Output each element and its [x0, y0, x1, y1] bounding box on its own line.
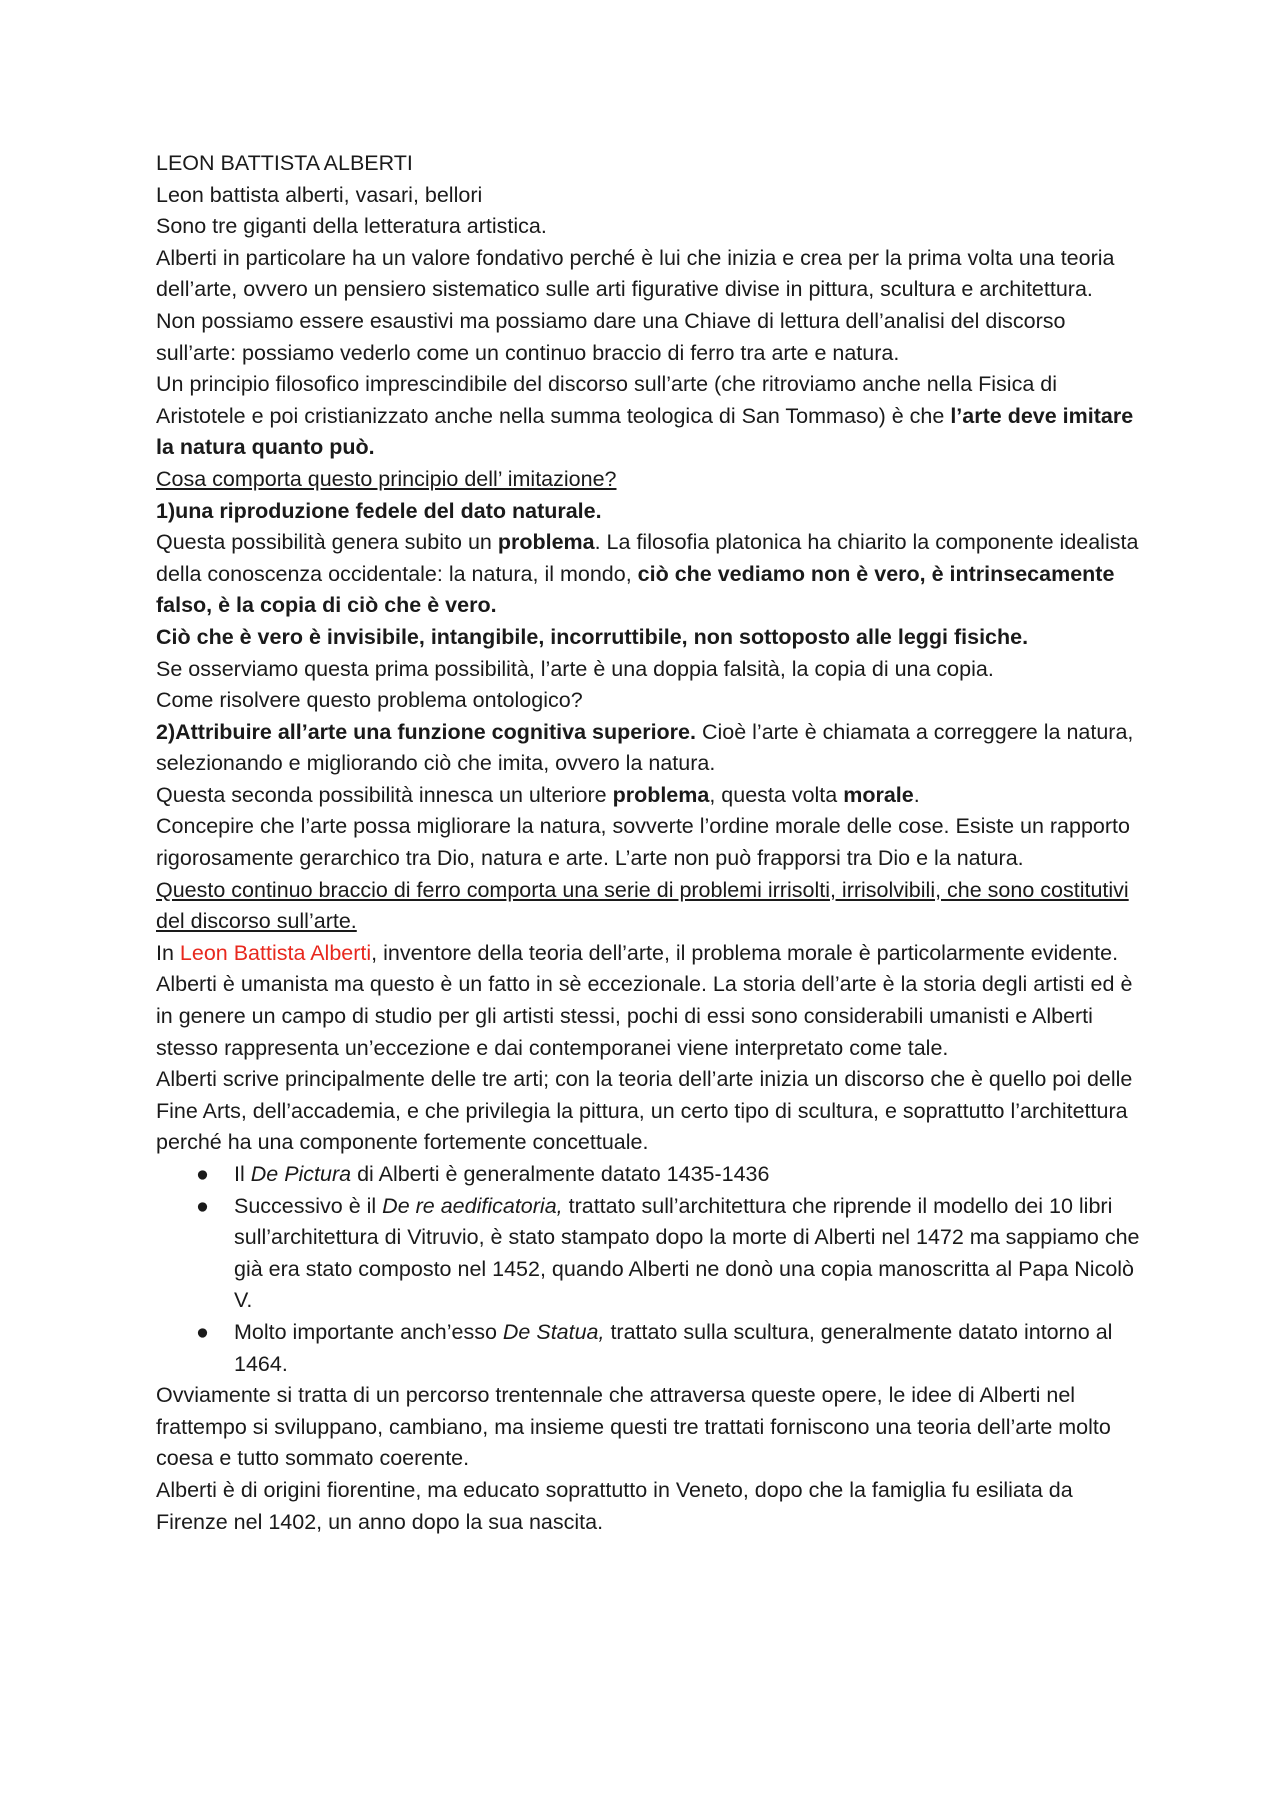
text-run: , questa volta — [709, 782, 844, 807]
paragraph — [156, 717, 1146, 780]
bullet-icon: ● — [196, 1162, 209, 1186]
paragraph: Alberti è di origini fiorentine, ma educato soprattutto in Veneto, dopo che la famiglia fu esiliata da Firenze nel 1402, un anno dopo la sua nascita. — [156, 1477, 1073, 1534]
bullet-icon: ● — [196, 1319, 209, 1344]
paragraph: Se osserviamo questa prima possibilità, l’arte è una doppia falsità, la copia di una copia. — [156, 656, 994, 681]
paragraph: Leon battista alberti, vasari, bellori — [156, 182, 483, 207]
bullet-icon: ● — [196, 1193, 209, 1218]
italic-title: De re aedificatoria, — [382, 1193, 563, 1218]
underlined-paragraph: Questo continuo braccio di ferro comporta una serie di problemi irrisolti, irrisolvibili, che sono costitutivi del discorso sull’arte. — [156, 877, 1129, 934]
point-heading: 1)una riproduzione fedele del dato naturale. — [156, 498, 602, 523]
bold-text: l’arte deve imitare la natura quanto può. — [156, 403, 1134, 460]
paragraph: Alberti è umanista ma questo è un fatto in sè eccezionale. La storia dell’arte è la storia degli artisti ed è in genere un campo di studio per gli artisti stessi, pochi di essi sono considerabili umanisti e Alberti stesso rappresenta un’eccezione e dai contemporanei viene interpretato come tale. — [156, 972, 1133, 1060]
bullet-list — [156, 1159, 1146, 1380]
text-run: trattato sull’architettura che riprende il modello dei 10 libri sull’architettura di Vitruvio, è stato stampato dopo la morte di Alberti nel 1472 ma sappiamo che già era stato composto nel 1452, quando Alberti ne donò una copia manoscritta al Papa Nicolò V. — [234, 1193, 1140, 1313]
bold-text: ciò che vediamo non è vero, è intrinsecamente falso, è la copia di ciò che è vero. — [156, 561, 1115, 618]
text-run: Molto importante anch’esso — [234, 1319, 503, 1344]
paragraph — [156, 938, 1146, 970]
text-run: In — [156, 940, 180, 965]
bold-paragraph: Ciò che è vero è invisibile, intangibile, incorruttibile, non sottoposto alle leggi fisiche. — [156, 624, 1029, 649]
paragraph: Concepire che l’arte possa migliorare la natura, sovverte l’ordine morale delle cose. Esiste un rapporto rigorosamente gerarchico tra Dio, natura e arte. L’arte non può frapporsi tra Dio e la natura. — [156, 814, 1130, 871]
text-run: Il — [234, 1162, 251, 1186]
paragraph: Alberti scrive principalmente delle tre arti; con la teoria dell’arte inizia un discorso che è quello poi delle Fine Arts, dell’accademia, e che privilegia la pittura, un certo tipo di scultura, e soprattutto l’architettura perché ha una componente fortemente concettuale. — [156, 1067, 1133, 1155]
bold-text: morale — [843, 782, 914, 807]
paragraph: Non possiamo essere esaustivi ma possiamo dare una Chiave di lettura dell’analisi del discorso sull’arte: possiamo vederlo come un continuo braccio di ferro tra arte e natura. — [156, 308, 1066, 365]
text-run: Successivo è il — [234, 1193, 383, 1218]
paragraph — [156, 527, 1146, 622]
text-run: , inventore della teoria dell’arte, il problema morale è particolarmente evidente. — [371, 940, 1119, 965]
paragraph — [156, 780, 1146, 812]
paragraph: Sono tre giganti della letteratura artistica. — [156, 214, 547, 239]
bold-text: problema — [612, 782, 710, 807]
bold-text: 2)Attribuire all’arte una funzione cognitiva superiore. — [156, 719, 696, 744]
text-run: Questa possibilità genera subito un — [156, 530, 498, 555]
text-run: Cioè l’arte è chiamata a correggere la natura, selezionando e migliorando ciò che imita, ovvero la natura. — [156, 719, 1134, 776]
text-run: . La filosofia platonica ha chiarito la componente idealista della conoscenza occidentale: la natura, il mondo, — [156, 530, 1139, 586]
text-run: Questa seconda possibilità innesca un ulteriore — [156, 782, 613, 807]
list-item — [196, 1159, 1146, 1191]
italic-title: De Pictura — [250, 1162, 352, 1186]
highlighted-name: Leon Battista Alberti — [179, 940, 372, 965]
text-run: . — [913, 782, 920, 807]
paragraph: Ovviamente si tratta di un percorso trentennale che attraversa queste opere, le idee di Alberti nel frattempo si sviluppano, cambiano, ma insieme questi tre trattati forniscono una teoria dell’arte molto coesa e tutto sommato coerente. — [156, 1383, 1111, 1471]
underlined-question: Cosa comporta questo principio dell’ imitazione? — [156, 466, 617, 491]
paragraph: Come risolvere questo problema ontologico? — [156, 688, 583, 713]
document-title: LEON BATTISTA ALBERTI — [156, 151, 413, 175]
paragraph: Alberti in particolare ha un valore fondativo perché è lui che inizia e crea per la prima volta una teoria dell’arte, ovvero un pensiero sistematico sulle arti figurative divise in pittura, scultura e architettura. — [156, 245, 1115, 302]
list-item — [196, 1317, 1146, 1380]
italic-title: De Statua, — [502, 1319, 605, 1344]
text-run: di Alberti è generalmente datato 1435-1436 — [351, 1162, 770, 1186]
text-run: trattato sulla scultura, generalmente datato intorno al 1464. — [234, 1319, 1113, 1376]
paragraph — [156, 369, 1146, 464]
bold-text: problema — [497, 530, 595, 555]
document-body — [156, 148, 1146, 1538]
text-run: Un principio filosofico imprescindibile del discorso sull’arte (che ritroviamo anche nella Fisica di Aristotele e poi cristianizzato anche nella summa teologica di San Tommaso) è che — [156, 372, 1057, 428]
list-item — [196, 1191, 1146, 1317]
